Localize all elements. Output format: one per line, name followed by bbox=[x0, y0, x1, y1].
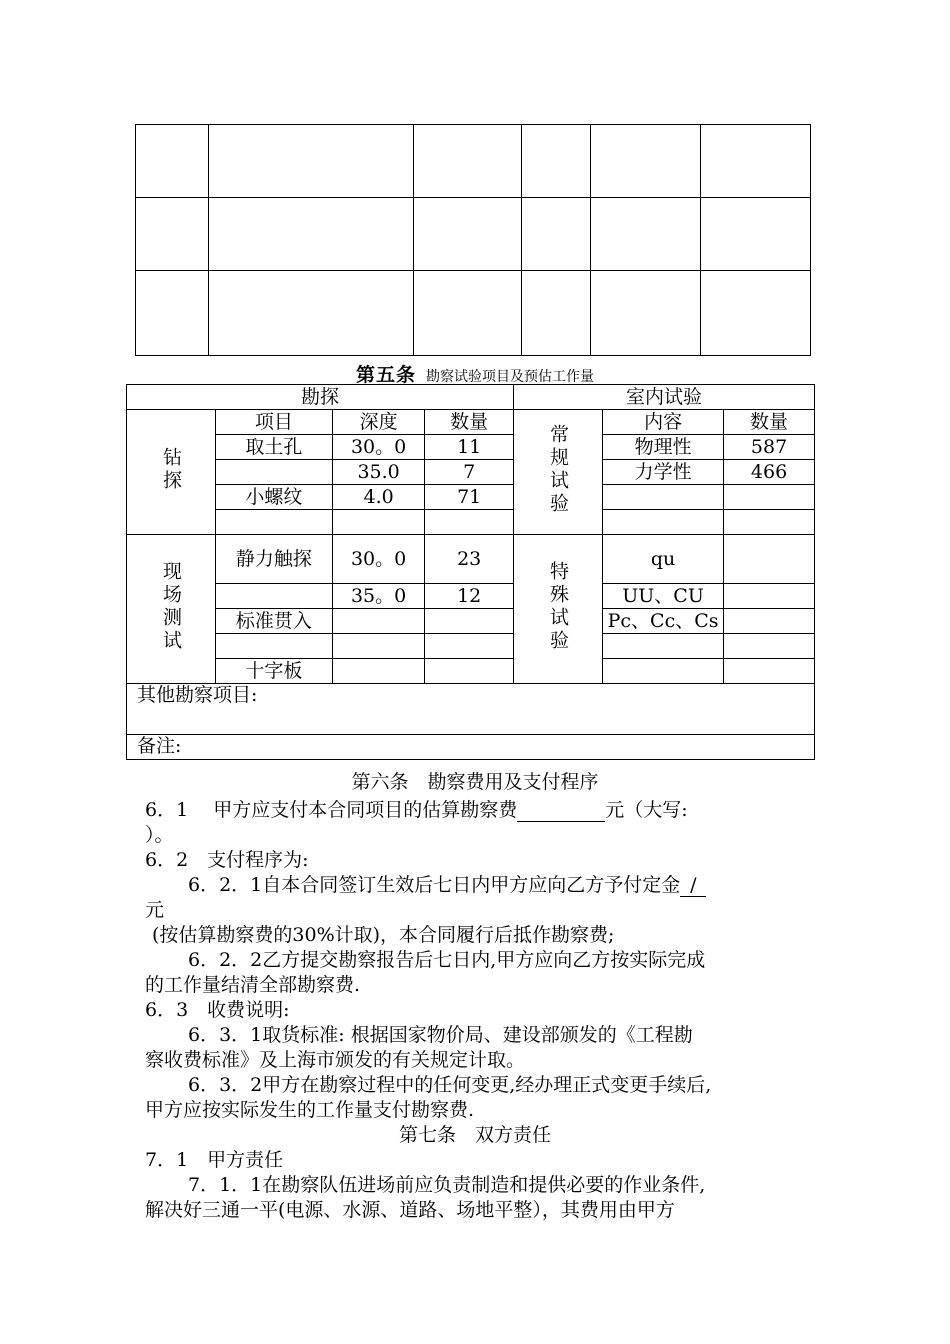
cell bbox=[216, 634, 333, 659]
cell bbox=[425, 609, 514, 634]
cell bbox=[603, 659, 724, 684]
para-6-2-1-cont: (按估算勘察费的30%计取)，本合同履行后抵作勘察费; bbox=[152, 924, 615, 946]
cell: 12 bbox=[425, 584, 514, 609]
cell: 十字板 bbox=[216, 659, 333, 684]
cell: UU、CU bbox=[603, 584, 724, 609]
cell bbox=[603, 485, 724, 510]
text: 6．2．1自本合同签订生效后七日内甲方应向乙方予付定金 bbox=[188, 874, 681, 896]
cell: 30。0 bbox=[332, 435, 424, 460]
blank-value: / bbox=[680, 874, 706, 897]
text: 元（大写: bbox=[605, 799, 688, 821]
col-qty: 数量 bbox=[425, 410, 514, 435]
cell: 587 bbox=[724, 435, 815, 460]
blank-line bbox=[517, 799, 605, 822]
cell: 取土孔 bbox=[216, 435, 333, 460]
para-6-3-1: 6．3．1取货标准: 根据国家物价局、建设部颁发的《工程勘 bbox=[188, 1024, 693, 1046]
cell: 物理性 bbox=[603, 435, 724, 460]
para-6-2-1 bbox=[188, 870, 706, 897]
cell: 11 bbox=[425, 435, 514, 460]
table-row bbox=[136, 125, 811, 198]
para-6-2-1-unit: 元 bbox=[145, 899, 165, 921]
cell: 35.0 bbox=[332, 460, 424, 485]
article6-title: 第六条 勘察费用及支付程序 bbox=[351, 771, 599, 793]
other-items-label: 其他勘察项目: bbox=[127, 684, 815, 735]
para-6-2: 6．2 支付程序为: bbox=[145, 849, 309, 871]
cell: 小螺纹 bbox=[216, 485, 333, 510]
para-6-1 bbox=[145, 795, 688, 822]
cell bbox=[603, 634, 724, 659]
para-6-3-2-cont: 甲方应按实际发生的工作量支付勘察费. bbox=[145, 1099, 475, 1121]
para-7-1-1: 7．1．1在勘察队伍进场前应负责制造和提供必要的作业条件, bbox=[188, 1174, 706, 1196]
cell: 4.0 bbox=[332, 485, 424, 510]
group-routine: 常规试验 bbox=[547, 423, 570, 516]
para-6-3: 6．3 收费说明: bbox=[145, 999, 290, 1021]
cell: 466 bbox=[724, 460, 815, 485]
cell: qu bbox=[603, 535, 724, 584]
cell: Pc、Cc、Cs bbox=[603, 609, 724, 634]
para-6-2-2-cont: 的工作量结清全部勘察费. bbox=[145, 974, 361, 996]
group-drill: 钻探 bbox=[160, 446, 182, 493]
head-right: 室内试验 bbox=[514, 385, 815, 410]
para-7-1-1-cont: 解决好三通一平(电源、水源、道路、场地平整），其费用由甲方 bbox=[145, 1199, 675, 1221]
table-row bbox=[127, 584, 815, 609]
group-special: 特殊试验 bbox=[547, 560, 570, 653]
cell bbox=[724, 659, 815, 684]
cell bbox=[332, 609, 424, 634]
para-7-1: 7．1 甲方责任 bbox=[145, 1149, 284, 1171]
col-depth: 深度 bbox=[332, 410, 424, 435]
para-6-3-2: 6．3．2甲方在勘察过程中的任何变更,经办理正式变更手续后, bbox=[188, 1074, 712, 1096]
table-row bbox=[127, 510, 815, 535]
article5-caption bbox=[0, 360, 950, 387]
table-row bbox=[127, 609, 815, 634]
col-item: 项目 bbox=[216, 410, 333, 435]
cell bbox=[724, 634, 815, 659]
cell bbox=[425, 510, 514, 535]
para-6-2-2: 6．2．2乙方提交勘察报告后七日内,甲方应向乙方按实际完成 bbox=[188, 949, 706, 971]
cell: 7 bbox=[425, 460, 514, 485]
cell bbox=[332, 510, 424, 535]
cell bbox=[724, 584, 815, 609]
col-content: 内容 bbox=[603, 410, 724, 435]
cell bbox=[425, 659, 514, 684]
group-field: 现场测试 bbox=[160, 560, 182, 653]
cell bbox=[724, 535, 815, 584]
table-row bbox=[136, 271, 811, 356]
cell bbox=[332, 634, 424, 659]
table-row bbox=[127, 485, 815, 510]
cell bbox=[216, 460, 333, 485]
cell bbox=[603, 510, 724, 535]
para-6-1-cont: ）。 bbox=[145, 824, 174, 846]
para-6-3-1-cont: 察收费标准》及上海市颁发的有关规定计取。 bbox=[145, 1049, 526, 1071]
table-row bbox=[127, 659, 815, 684]
table-row bbox=[136, 198, 811, 271]
cell: 71 bbox=[425, 485, 514, 510]
survey-table bbox=[126, 384, 815, 760]
table-row bbox=[127, 634, 815, 659]
cell: 35。0 bbox=[332, 584, 424, 609]
cell bbox=[425, 634, 514, 659]
cell bbox=[724, 485, 815, 510]
cell bbox=[724, 609, 815, 634]
empty-grid-table bbox=[135, 124, 811, 356]
cell bbox=[216, 510, 333, 535]
cell: 标准贯入 bbox=[216, 609, 333, 634]
article7-title: 第七条 双方责任 bbox=[398, 1124, 551, 1146]
cell: 力学性 bbox=[603, 460, 724, 485]
cell: 静力触探 bbox=[216, 535, 333, 584]
text: 6．1 甲方应支付本合同项目的估算勘察费 bbox=[145, 799, 518, 821]
cell: 30。0 bbox=[332, 535, 424, 584]
table-row bbox=[127, 460, 815, 485]
remarks-label: 备注: bbox=[127, 735, 815, 760]
cell: 23 bbox=[425, 535, 514, 584]
table-row bbox=[127, 435, 815, 460]
col-qty2: 数量 bbox=[724, 410, 815, 435]
cell bbox=[216, 584, 333, 609]
table-row bbox=[127, 535, 815, 584]
article5-prefix: 第五条 bbox=[355, 364, 416, 386]
article5-title: 勘察试验项目及预估工作量 bbox=[426, 369, 594, 385]
head-left: 勘探 bbox=[127, 385, 514, 410]
cell bbox=[332, 659, 424, 684]
cell bbox=[724, 510, 815, 535]
